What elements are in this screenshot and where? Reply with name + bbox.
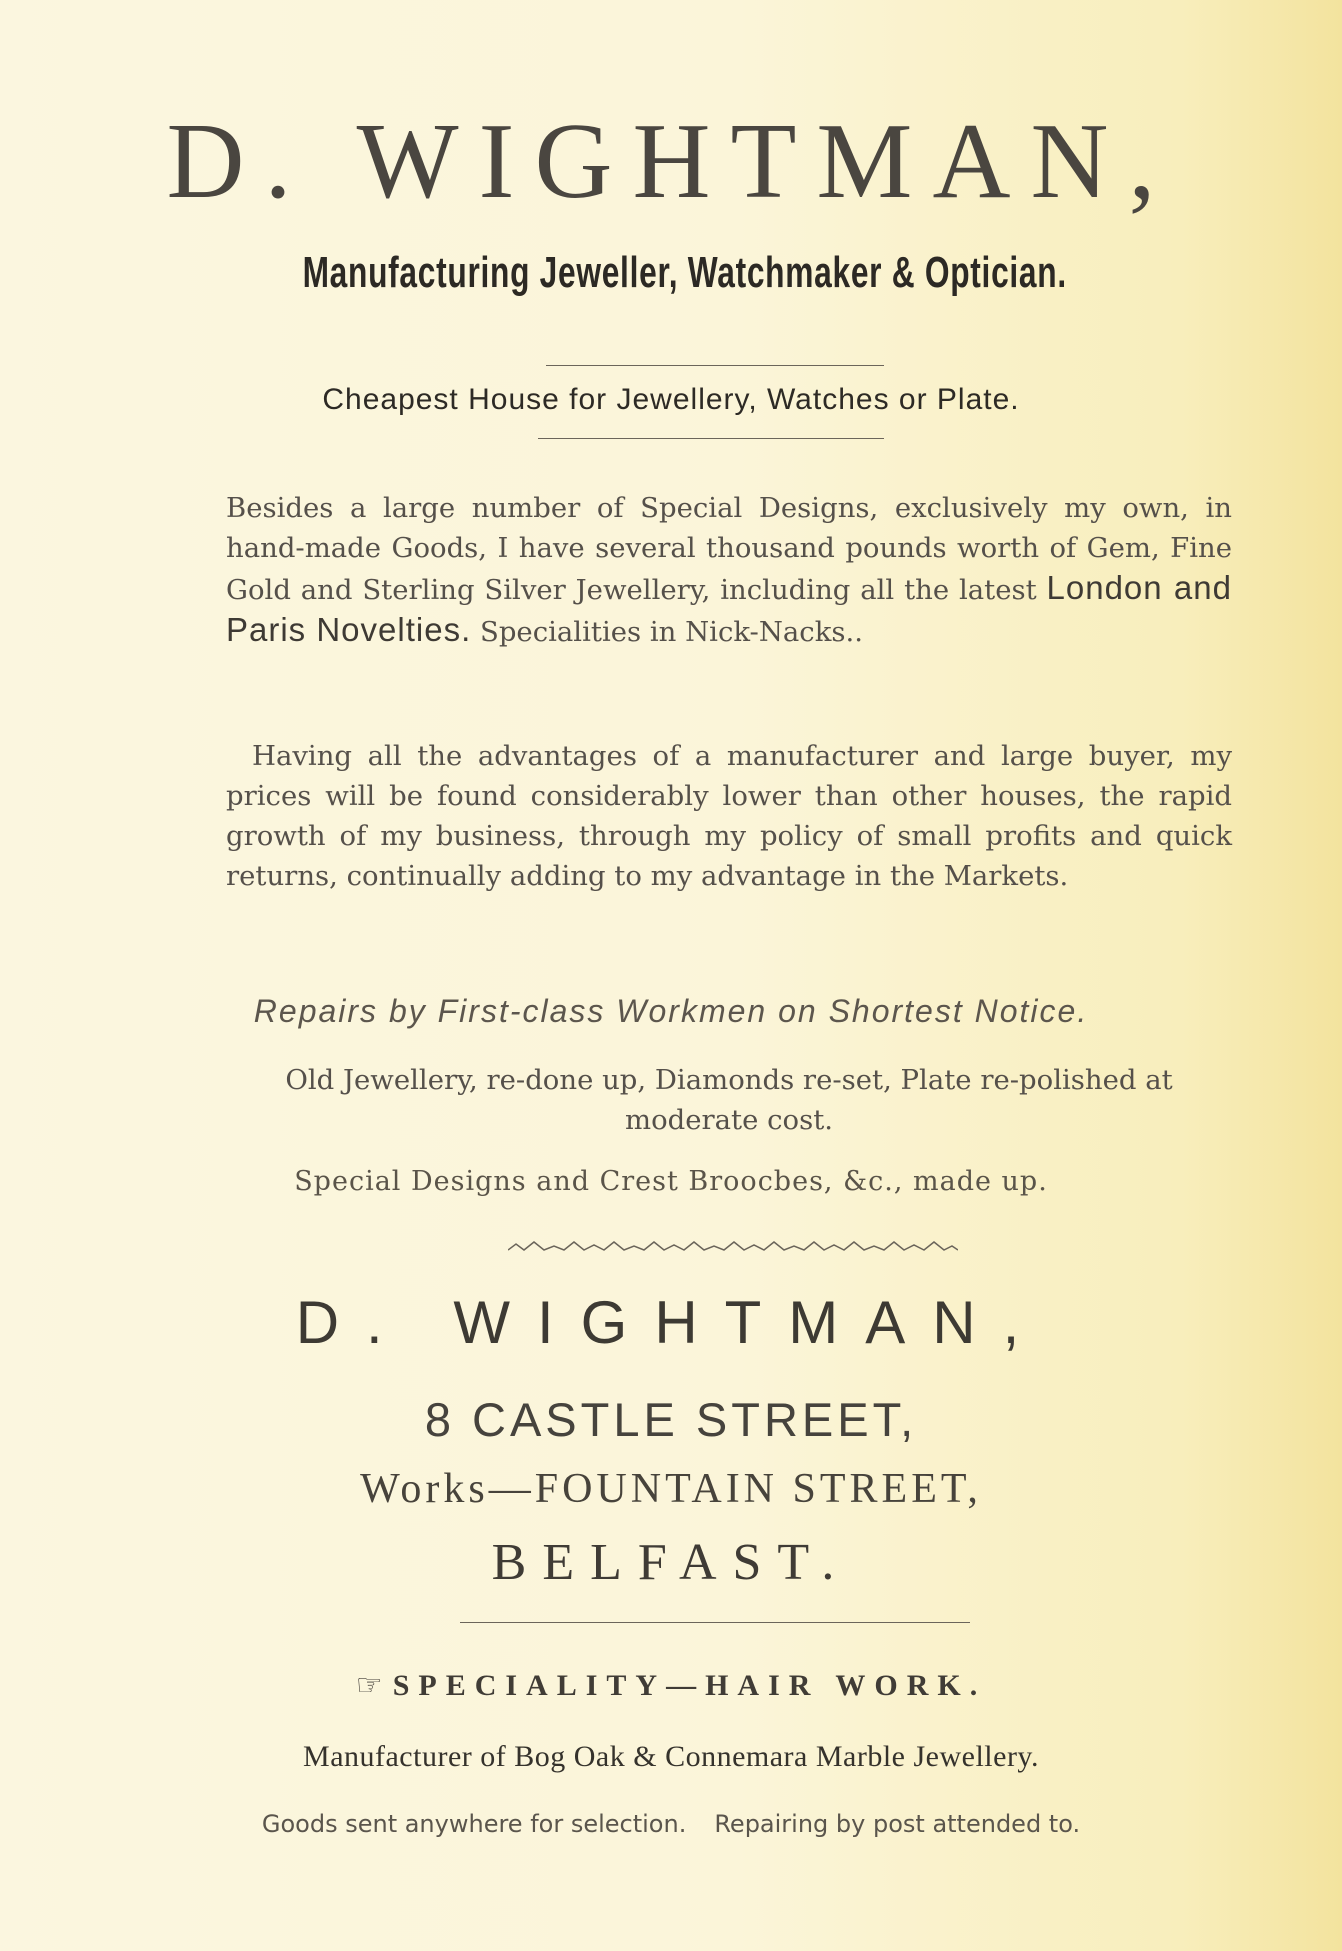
special-designs-text: Special Designs and Crest Broocbes, &c., made up.	[294, 1166, 1048, 1197]
ornamental-divider	[508, 1240, 958, 1258]
speciality-line	[0, 1668, 1342, 1703]
speciality-text: SPECIALITY—HAIR WORK.	[392, 1669, 987, 1702]
address-works: Works—FOUNTAIN STREET,	[360, 1466, 982, 1512]
footer-notes	[0, 1810, 1342, 1838]
pointing-hand-icon: ☞	[355, 1669, 383, 1702]
goods-note: Goods sent anywhere for selection.	[261, 1810, 687, 1838]
repair-post-note: Repairing by post attended to.	[714, 1810, 1081, 1838]
address-name: D. WIGHTMAN,	[295, 1289, 1047, 1356]
specialities-text: Specialities in Nick-Nacks..	[471, 616, 863, 648]
repairs-text: Old Jewellery, re-done up, Diamonds re-set, Plate re-polished at moderate cost.	[285, 1064, 1173, 1136]
advantages-paragraph: Having all the advantages of a manufacturer and large buyer, my prices will be found considerably lower than other houses, the rapid growth of my business, through my policy of small profits and quick returns, continually adding to my advantage in the Markets.	[226, 740, 1232, 892]
divider-bottom	[460, 1622, 970, 1623]
manufacturer-line: Manufacturer of Bog Oak & Connemara Marble Jewellery.	[303, 1740, 1039, 1773]
divider-top	[546, 365, 884, 366]
description-text: Besides a large number of Special Designs, exclusively my own, in hand-made Goods, I have several thousand pounds worth of Gem, Fine Gold and Sterling Silver Jewellery, including all the latest	[226, 492, 1232, 606]
address-city: BELFAST.	[491, 1534, 851, 1591]
description-paragraph	[226, 488, 1232, 652]
novelties-highlight: London and Paris Novelties.	[226, 569, 1232, 648]
repairs-heading: Repairs by First-class Workmen on Shortest Notice.	[253, 993, 1089, 1029]
divider-tagline	[538, 438, 884, 439]
tagline: Cheapest House for Jewellery, Watches or Plate.	[322, 383, 1020, 416]
address-street: 8 CASTLE STREET,	[424, 1393, 918, 1446]
page-title: D. WIGHTMAN,	[166, 102, 1176, 221]
business-subtitle: Manufacturing Jeweller, Watchmaker & Optician.	[302, 248, 1067, 297]
